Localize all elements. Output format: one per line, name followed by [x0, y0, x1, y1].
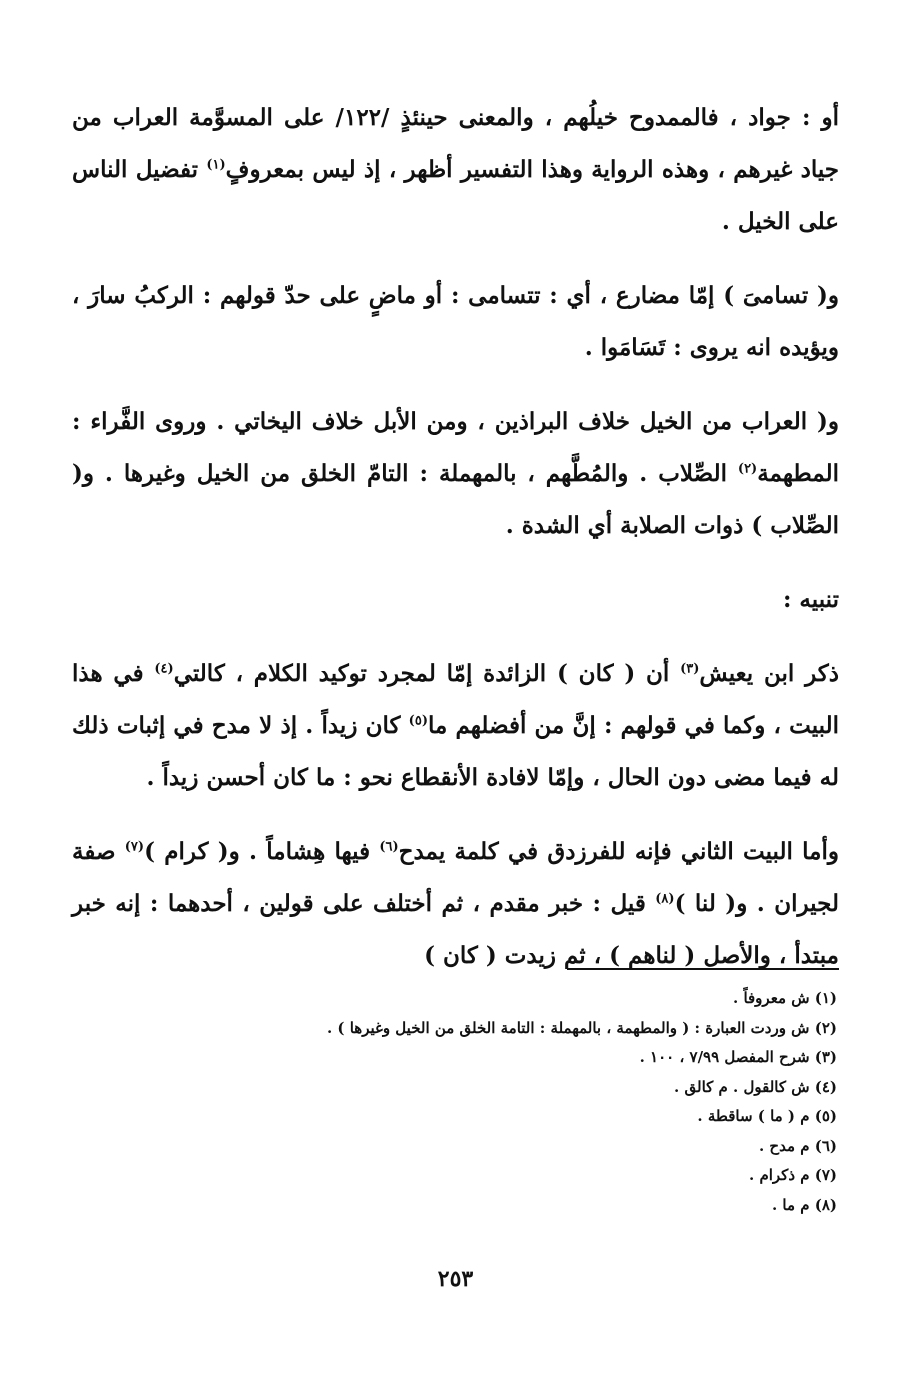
paragraph-5 [72, 826, 839, 982]
text-run: أو : جواد ، فالممدوح خيلُهم ، والمعنى حينئذٍ /١٢٢/ على المسوَّمة العراب من جياد غيرهم ، وهذه الرواية وهذا التفسير أظهر ، إذ ليس بمعروفٍ [72, 104, 839, 183]
text-run: أن ( كان ) الزائدة إمّا لمجرد توكيد الكلام ، كالتي [173, 660, 681, 687]
footnote-marker[interactable]: (٦) [379, 839, 399, 855]
text-run: ذكر ابن يعيش [699, 660, 839, 687]
text-run: فيها هِشاماً . و( كرام ) [144, 838, 380, 865]
text-run: تفضيل الناس على الخيل . [72, 156, 839, 235]
footnote-5: (٥) م ( ما ) ساقطة . [697, 1107, 837, 1125]
text-run: كان زيداً . إذ لا مدح في إثبات ذلك له فيما مضى دون الحال ، وإمّا لافادة الأنقطاع نحو : ما كان أحسن زيداً . [72, 712, 839, 791]
text-run: وأما البيت الثاني فإنه للفرزدق في كلمة يمدح [398, 838, 839, 865]
paragraph-3 [72, 396, 839, 552]
footnote-marker[interactable]: (٥) [408, 713, 428, 729]
footnotes-list [200, 984, 837, 1220]
footnote-marker[interactable]: (١) [206, 157, 226, 173]
footnote-marker[interactable]: (٢) [737, 461, 758, 477]
footnote-2: (٢) ش وردت العبارة : ( والمطهمة ، بالمهملة : التامة الخلق من الخيل وغيرها ) . [326, 1018, 837, 1037]
footnote-8: (٨) م ما . [771, 1195, 837, 1214]
text-run: و( تسامىَ ) إمّا مضارع ، أي : تتسامى : أو ماضٍ على حدّ قولهم : الركبُ سارَ ، ويؤيده انه يروى : تَسَامَوا . [72, 282, 839, 361]
text-run: و( العراب من الخيل خلاف البراذين ، ومن الأبل خلاف اليخاتي . وروى الفَّراء : المطهمة [72, 408, 839, 487]
page-number: ٢٥٣ [437, 1266, 474, 1292]
footnote-1: (١) ش معروفاً . [733, 989, 837, 1007]
footnote-marker[interactable]: (٣) [680, 661, 700, 677]
footnote-6: (٦) م مدح . [758, 1136, 837, 1155]
footnote-marker[interactable]: (٨) [655, 891, 675, 907]
text-run: قيل : خبر مقدم ، ثم أختلف على قولين ، أحدهما : إنه خبر مبتدأ ، والأصل ( لناهم ) ، ثم زيدت ( كان ) [72, 890, 839, 969]
footnote-4: (٤) ش كالقول . م كالق . [674, 1077, 837, 1096]
paragraph-4 [72, 648, 839, 804]
paragraph-1 [72, 92, 839, 248]
section-heading [72, 574, 839, 626]
text-run: تنبيه : [782, 586, 839, 613]
footnote-separator [567, 968, 839, 970]
text-run: صفة لجيران . و( لنا ) [72, 838, 839, 917]
paragraph-2 [72, 270, 839, 374]
text-run: في هذا البيت ، وكما في قولهم : إنَّ من أفضلهم ما [72, 660, 840, 739]
text-run: الصِّلاب . والمُطَّهم ، بالمهملة : التامّ الخلق من الخيل وغيرها . و( الصِّلاب ) ذوات الصلابة أي الشدة . [72, 460, 839, 539]
footnote-marker[interactable]: (٤) [154, 661, 174, 677]
footnote-3: (٣) شرح المفصل ٧/٩٩ ، ١٠٠ . [639, 1048, 837, 1066]
body-text [72, 92, 839, 1004]
footnote-marker[interactable]: (٧) [124, 839, 145, 855]
footnote-7: (٧) م ذكرام . [749, 1166, 837, 1184]
